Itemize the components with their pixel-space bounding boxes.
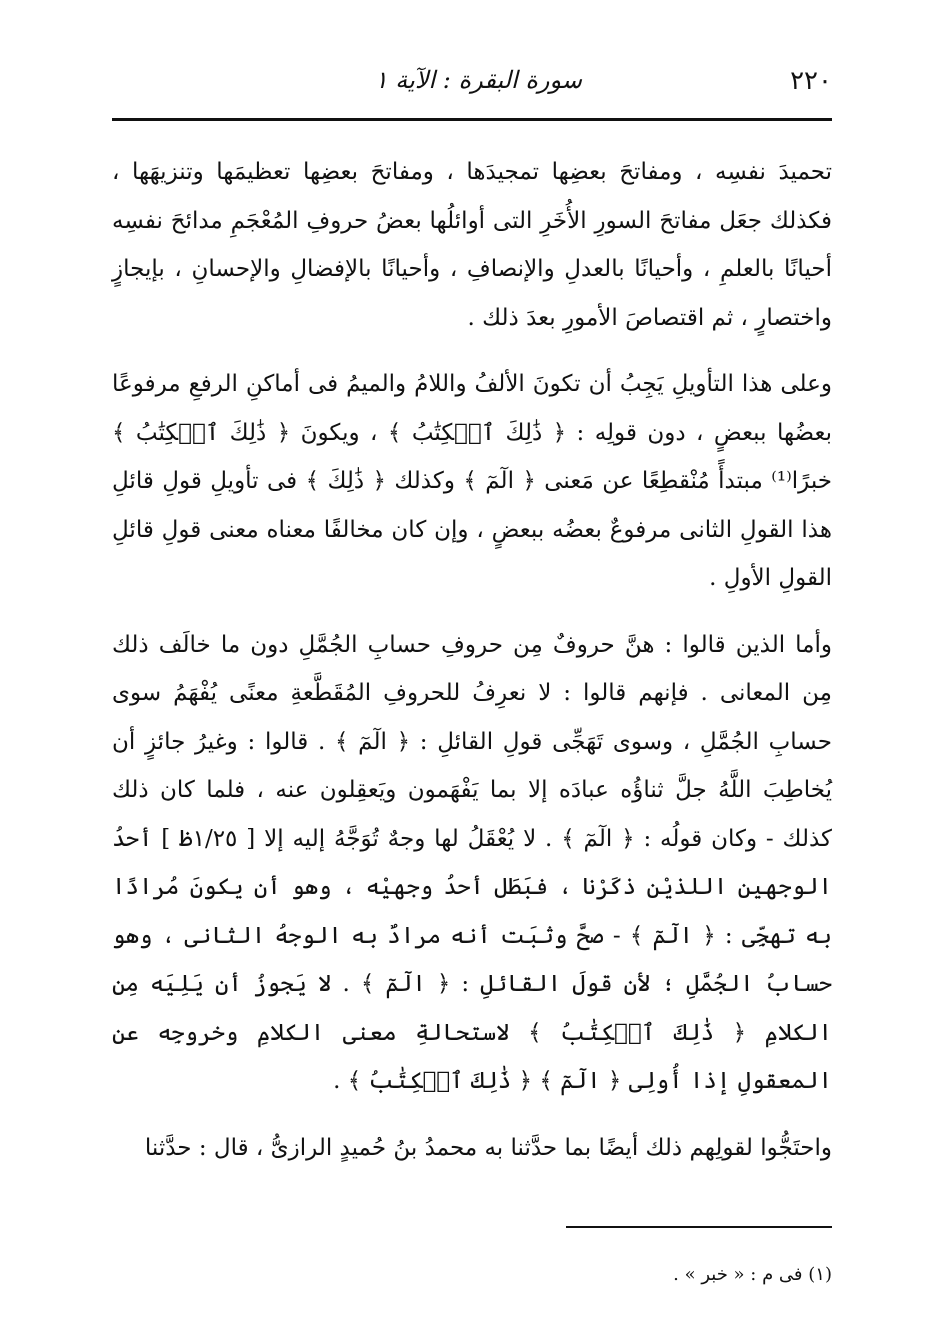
main-text	[112, 148, 832, 1172]
paragraph-3: وأما الذين قالوا : هنَّ حروفٌ مِن حروفِ حسابِ الجُمَّلِ دون ما خالَف ذلك مِن المعانى . فإنهم قالوا : لا نعرِفُ للحروفِ المُقَطَّعةِ معنًى يُفْهَمُ سوى حسابِ الجُمَّلِ ، وسوى تَهَجِّى قولِ القائلِ : ﴿ الٓمٓ ﴾ . قالوا : وغيرُ جائزٍ أن يُخاطِبَ اللَّهُ جلَّ ثناؤُه عبادَه إلا بما يَفْهَمون ويَعقِلون عنه ، فلما كان ذلك كذلك - وكان قولُه : ﴿ الٓمٓ ﴾ . لا يُعْقَلُ لها وجهٌ تُوَجَّهُ إليه إلا [ ١/٢٥ظ ] أحدُ الوجهين اللذيْن ذكَرْنا ، فبَطَل أحدُ وجهيْه ، وهو أن يكونَ مُرادًا به تهجِّى : ﴿ الٓمٓ ﴾ - صحَّ وثبَت أنه مرادٌ به الوجهُ الثانى ، وهو حسابُ الجُمَّلِ ؛ لأن قولَ القائلِ : ﴿ الٓمٓ ﴾ . لا يَجوزُ أن يَلِيَه مِن الكلامِ ﴿ ذَٰلِكَ ٱلۡكِتَٰبُ ﴾ لاستحالةِ معنى الكلامِ وخروجِه عن المعقولِ إذا أُولِى ﴿ الٓمٓ ﴾ ﴿ ذَٰلِكَ ٱلۡكِتَٰبُ ﴾ .	[112, 631, 832, 1094]
footnote: (١) فى م : « خبر » .	[673, 1264, 832, 1285]
running-title: سورة البقرة : الآية ١	[374, 66, 582, 94]
page-header	[112, 62, 832, 106]
paragraph-2: وعلى هذا التأويلِ يَجِبُ أن تكونَ الألفُ واللامُ والميمُ فى أماكنِ الرفعِ مرفوعًا بعضُها ببعضٍ ، دون قولِه : ﴿ ذَٰلِكَ ٱلۡكِتَٰبُ ﴾ ، ويكونَ ﴿ ذَٰلِكَ ٱلۡكِتَٰبُ ﴾ خبرًا⁽¹⁾ مبتدأً مُنْقطِعًا عن مَعنى ﴿ الٓمٓ ﴾ وكذلك ﴿ ذَٰلِكَ ﴾ فى تأويلِ قولِ قائلِ هذا القولِ الثانى مرفوعٌ بعضُه ببعضٍ ، وإن كان مخالفًا معناه معنى قولِ قائلِ القولِ الأولِ .	[112, 371, 832, 591]
header-rule	[112, 118, 832, 121]
page-number: ٢٢٠	[790, 66, 832, 96]
footnote-rule	[566, 1226, 832, 1228]
paragraph-4: واحتَجُّوا لقولِهم ذلك أيضًا بما حدَّثنا به محمدُ بنُ حُميدٍ الرازىُّ ، قال : حدَّثنا	[144, 1134, 832, 1161]
paragraph-1: تحميدَ نفسِه ، ومفاتحَ بعضِها تمجيدَها ، ومفاتحَ بعضِها تعظيمَها وتنزيهَها ، فكذلك جعَل مفاتحَ السورِ الأُخَرِ التى أوائلُها بعضُ حروفِ المُعْجَمِ مدائحَ نفسِه أحيانًا بالعلمِ ، وأحيانًا بالعدلِ والإنصافِ ، وأحيانًا بالإفضالِ والإحسانِ ، بإيجازٍ واختصارٍ ، ثم اقتصاصَ الأمورِ بعدَ ذلك .	[112, 159, 832, 331]
